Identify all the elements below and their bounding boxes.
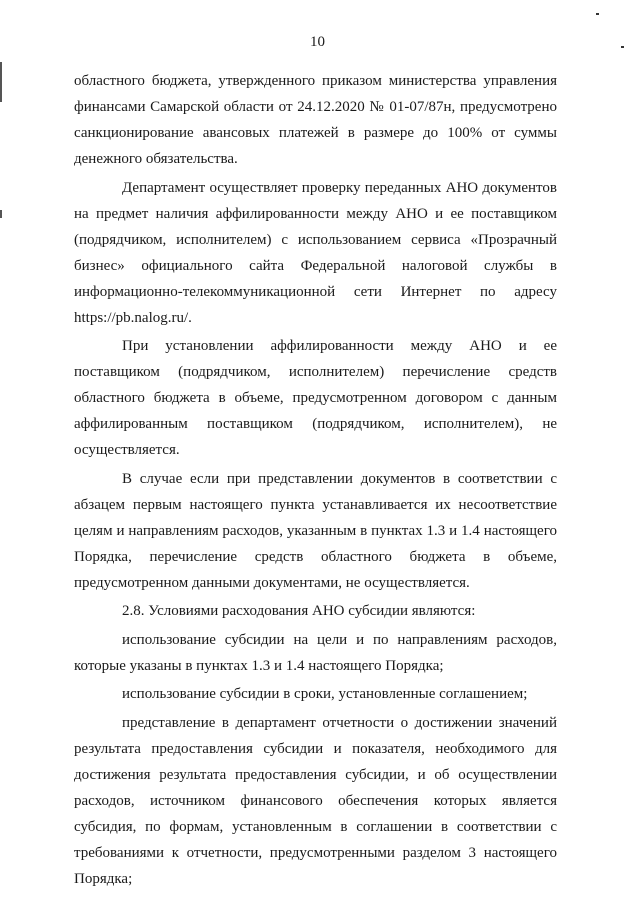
paragraph-1: областного бюджета, утвержденного приказом министерства управления финансами Самарской области от 24.12.2020 № 01-07/87н, предусмотрено санкционирование авансовых платежей в размере до 100% от суммы денежного обязательства. bbox=[74, 73, 557, 167]
paragraph-5: 2.8. Условиями расходования АНО субсидии являются: bbox=[122, 603, 476, 619]
paragraph-2: Департамент осуществляет проверку переданных АНО документов на предмет наличия аффилированности между АНО и ее поставщиком (подрядчиком, исполнителем) с использованием сервиса «Прозрачный бизнес» официального сайта Федеральной налоговой службы в информационно-телекоммуникационной сети Интернет по адресу https://pb.nalog.ru/. bbox=[74, 179, 557, 326]
scan-edge-mark bbox=[0, 62, 2, 102]
paragraph-3: При установлении аффилированности между АНО и ее поставщиком (подрядчиком, исполнителем) перечисление средств областного бюджета в объеме, предусмотренном договором с данным аффилированным поставщиком (подрядчиком, исполнителем), не осуществляется. bbox=[74, 338, 557, 458]
scan-speck bbox=[621, 46, 624, 48]
paragraph-6: использование субсидии на цели и по направлениям расходов, которые указаны в пунктах 1.3 и 1.4 настоящего Порядка; bbox=[74, 631, 557, 674]
page-number: 10 bbox=[310, 34, 325, 50]
scan-speck bbox=[596, 13, 599, 15]
document-body bbox=[74, 68, 557, 894]
paragraph-8: представление в департамент отчетности о достижении значений результата предоставления субсидии и показателя, необходимого для достижения результата предоставления субсидии, и об осуществлении расходов, источником финансового обеспечения которых является субсидия, по формам, установленным в соглашении в соответствии с требованиями к отчетности, предусмотренными разделом 3 настоящего Порядка; bbox=[74, 714, 557, 887]
scan-edge-mark bbox=[0, 210, 2, 218]
paragraph-4: В случае если при представлении документов в соответствии с абзацем первым настоящего пункта устанавливается их несоответствие целям и направлениям расходов, указанным в пунктах 1.3 и 1.4 настоящего Порядка, перечисление средств областного бюджета в объеме, предусмотренном данными документами, не осуществляется. bbox=[74, 470, 557, 591]
paragraph-7: использование субсидии в сроки, установленные соглашением; bbox=[122, 686, 528, 702]
